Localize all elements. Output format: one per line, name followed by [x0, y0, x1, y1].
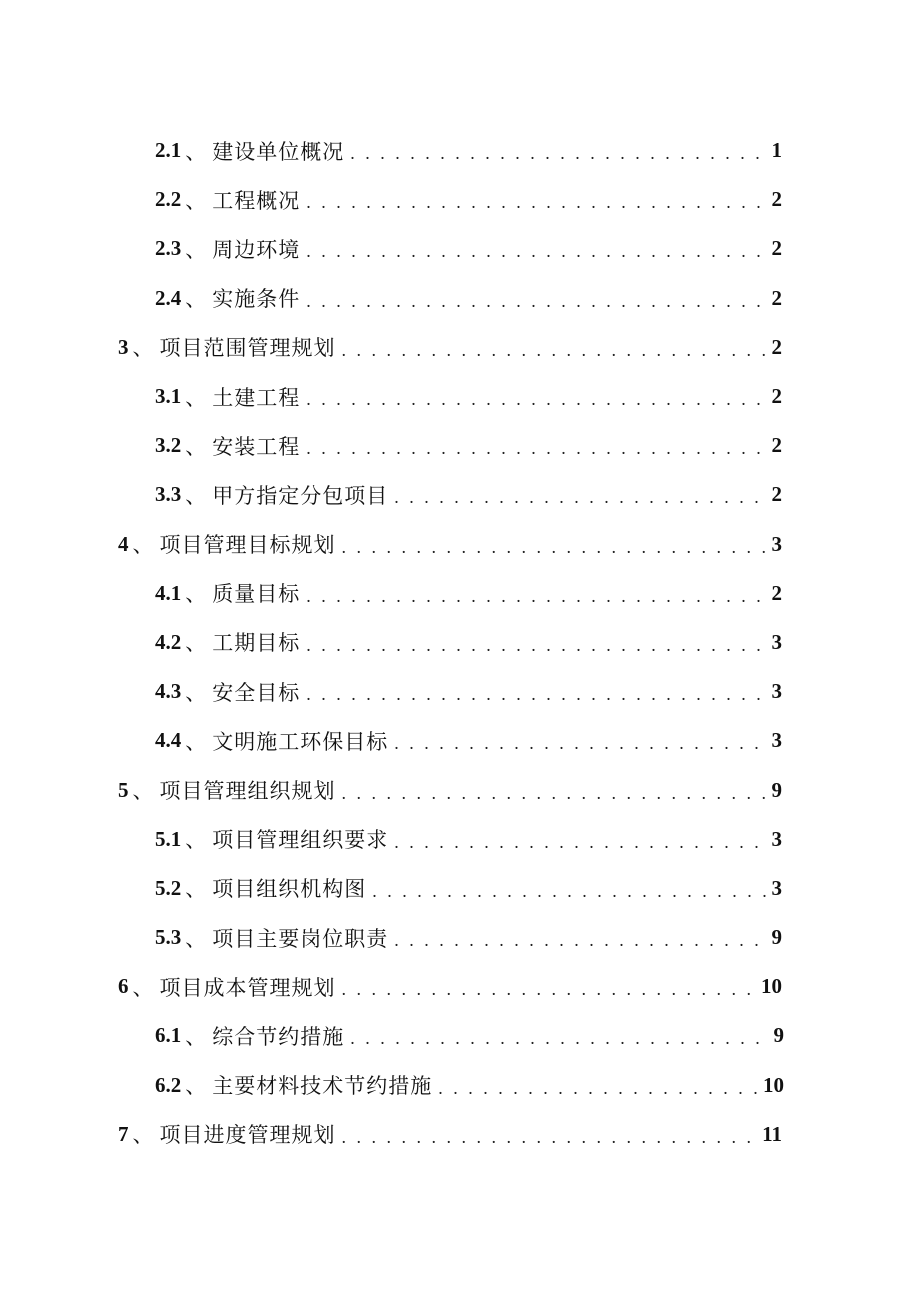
toc-dot-leader [306, 291, 765, 312]
toc-entry-number: 4.2 [155, 629, 182, 654]
toc-entry-page-number: 2 [771, 334, 782, 359]
toc-entry-number: 3.2 [155, 433, 182, 458]
toc-dot-leader [350, 1028, 767, 1049]
toc-entry[interactable] [0, 1110, 920, 1159]
toc-entry-page-number: 9 [771, 925, 782, 950]
toc-entry-title: 周边环境 [212, 237, 301, 262]
toc-entry-number: 5 [118, 777, 129, 802]
toc-entry[interactable] [0, 1061, 920, 1110]
toc-entry[interactable] [0, 224, 920, 273]
toc-entry-title: 项目进度管理规划 [159, 1123, 336, 1148]
toc-entry[interactable] [0, 1011, 920, 1060]
toc-entry-page-number: 2 [771, 187, 782, 212]
toc-entry[interactable] [0, 372, 920, 421]
toc-entry-page-number: 1 [771, 138, 782, 163]
toc-entry[interactable] [0, 815, 920, 864]
toc-dot-leader [342, 979, 756, 1000]
toc-entry-title: 项目主要岗位职责 [212, 926, 389, 951]
toc-dot-leader [372, 881, 765, 902]
toc-entry-separator: 、 [132, 336, 154, 361]
toc-entry-separator: 、 [185, 828, 207, 853]
toc-entry-number: 5.1 [155, 826, 182, 851]
toc-entry-page-number: 9 [771, 777, 782, 802]
toc-entry-page-number: 3 [771, 531, 782, 556]
toc-entry-title: 安装工程 [212, 434, 301, 459]
toc-entry[interactable] [0, 421, 920, 470]
toc-entry-title: 工期目标 [212, 631, 301, 656]
toc-entry[interactable] [0, 864, 920, 913]
toc-dot-leader [342, 1127, 757, 1148]
toc-entry[interactable] [0, 126, 920, 175]
toc-entry[interactable] [0, 323, 920, 372]
toc-entry-title: 项目管理组织要求 [212, 828, 389, 853]
toc-entry-page-number: 3 [771, 679, 782, 704]
toc-entry-page-number: 2 [771, 285, 782, 310]
toc-entry-title: 项目组织机构图 [212, 877, 367, 902]
toc-entry-separator: 、 [185, 287, 207, 312]
toc-entry-separator: 、 [185, 188, 207, 213]
toc-entry-separator: 、 [185, 1024, 207, 1049]
toc-entry-page-number: 3 [771, 629, 782, 654]
toc-dot-leader [342, 537, 766, 558]
toc-entry-page-number: 3 [771, 826, 782, 851]
toc-entry-number: 2.4 [155, 285, 182, 310]
toc-dot-leader [394, 832, 765, 853]
toc-entry-title: 文明施工环保目标 [212, 729, 389, 754]
toc-dot-leader [342, 340, 766, 361]
toc-entry-separator: 、 [185, 877, 207, 902]
toc-entry-title: 安全目标 [212, 680, 301, 705]
toc-entry-separator: 、 [185, 680, 207, 705]
toc-entry-separator: 、 [185, 729, 207, 754]
toc-entry-page-number: 2 [771, 482, 782, 507]
toc-entry[interactable] [0, 618, 920, 667]
toc-entry[interactable] [0, 520, 920, 569]
toc-entry-page-number: 10 [763, 1072, 784, 1097]
toc-entry-page-number: 3 [771, 875, 782, 900]
toc-entry-title: 项目管理目标规划 [159, 533, 336, 558]
toc-entry-separator: 、 [185, 926, 207, 951]
toc-entry[interactable] [0, 913, 920, 962]
toc-entry-number: 4.4 [155, 728, 182, 753]
toc-entry-separator: 、 [185, 237, 207, 262]
toc-entry-page-number: 9 [773, 1023, 784, 1048]
toc-entry-number: 2.2 [155, 187, 182, 212]
toc-entry-separator: 、 [132, 1123, 154, 1148]
toc-dot-leader [306, 192, 765, 213]
toc-entry-title: 工程概况 [212, 188, 301, 213]
table-of-contents [0, 126, 920, 1159]
toc-dot-leader [342, 783, 766, 804]
toc-dot-leader [306, 389, 765, 410]
toc-entry-title: 质量目标 [212, 582, 301, 607]
toc-dot-leader [350, 143, 765, 164]
toc-entry-separator: 、 [132, 533, 154, 558]
toc-entry-title: 甲方指定分包项目 [212, 483, 389, 508]
toc-entry-page-number: 2 [771, 433, 782, 458]
toc-dot-leader [306, 438, 765, 459]
toc-entry-title: 实施条件 [212, 287, 301, 312]
toc-dot-leader [306, 635, 765, 656]
toc-entry-separator: 、 [185, 631, 207, 656]
toc-entry-number: 4.3 [155, 679, 182, 704]
toc-entry-number: 5.3 [155, 925, 182, 950]
toc-entry-separator: 、 [132, 975, 154, 1000]
toc-entry-number: 6.2 [155, 1072, 182, 1097]
toc-entry-page-number: 10 [761, 974, 782, 999]
toc-entry[interactable] [0, 765, 920, 814]
toc-entry-title: 土建工程 [212, 385, 301, 410]
toc-entry-number: 3.3 [155, 482, 182, 507]
toc-entry-title: 项目范围管理规划 [159, 336, 336, 361]
toc-entry-page-number: 2 [771, 236, 782, 261]
toc-dot-leader [394, 487, 765, 508]
toc-dot-leader [306, 684, 765, 705]
toc-entry[interactable] [0, 569, 920, 618]
toc-entry[interactable] [0, 175, 920, 224]
toc-entry-separator: 、 [132, 779, 154, 804]
toc-entry-page-number: 2 [771, 384, 782, 409]
toc-entry-separator: 、 [185, 582, 207, 607]
toc-dot-leader [394, 733, 765, 754]
toc-entry-separator: 、 [185, 483, 207, 508]
toc-entry-number: 6.1 [155, 1023, 182, 1048]
toc-entry-title: 主要材料技术节约措施 [212, 1074, 433, 1099]
toc-entry-number: 7 [118, 1121, 129, 1146]
toc-entry[interactable] [0, 716, 920, 765]
toc-dot-leader [438, 1078, 757, 1099]
toc-entry-title: 建设单位概况 [212, 139, 345, 164]
toc-entry[interactable] [0, 470, 920, 519]
toc-entry-number: 2.1 [155, 138, 182, 163]
toc-entry-number: 4.1 [155, 580, 182, 605]
toc-entry-number: 4 [118, 531, 129, 556]
toc-entry-separator: 、 [185, 385, 207, 410]
toc-dot-leader [394, 930, 765, 951]
toc-dot-leader [306, 241, 765, 262]
toc-entry-number: 3 [118, 334, 129, 359]
toc-entry-number: 5.2 [155, 875, 182, 900]
toc-entry-separator: 、 [185, 139, 207, 164]
toc-dot-leader [306, 586, 765, 607]
toc-entry-page-number: 11 [762, 1121, 782, 1146]
toc-entry-title: 项目成本管理规划 [159, 975, 336, 1000]
toc-entry-page-number: 2 [771, 580, 782, 605]
toc-entry-separator: 、 [185, 1074, 207, 1099]
toc-entry-title: 综合节约措施 [212, 1024, 345, 1049]
toc-entry-page-number: 3 [771, 728, 782, 753]
toc-entry[interactable] [0, 274, 920, 323]
toc-entry-title: 项目管理组织规划 [159, 779, 336, 804]
toc-entry-number: 2.3 [155, 236, 182, 261]
toc-entry[interactable] [0, 962, 920, 1011]
toc-entry-separator: 、 [185, 434, 207, 459]
toc-entry[interactable] [0, 667, 920, 716]
toc-entry-number: 6 [118, 974, 129, 999]
toc-entry-number: 3.1 [155, 384, 182, 409]
